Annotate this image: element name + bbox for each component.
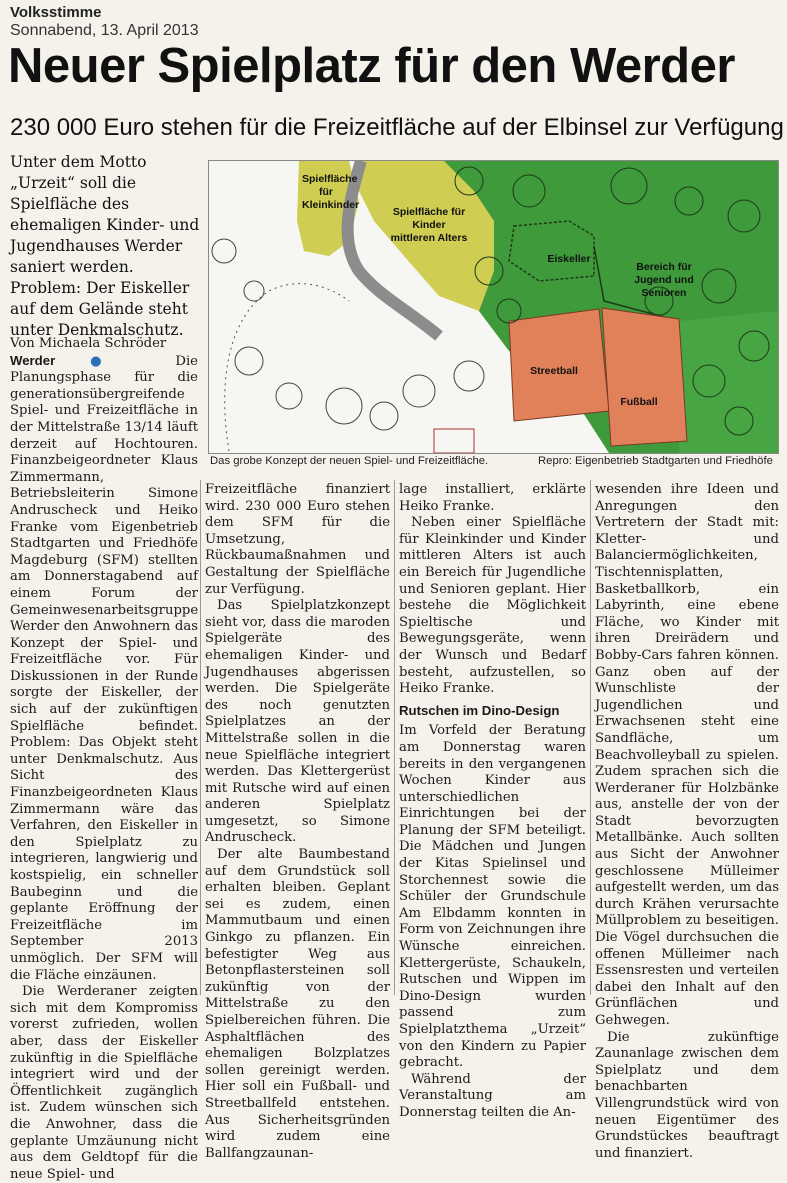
col3-paragraph-4: Während der Veranstaltung am Donnerstag teilten die An- xyxy=(399,1071,586,1120)
map-caption: Das grobe Konzept der neuen Spiel- und Freizeitfläche. xyxy=(210,455,489,467)
map-label-jugend: Bereich für Jugend und Senioren xyxy=(634,261,694,299)
article-column-3 xyxy=(399,482,586,1122)
col2-paragraph-2: Das Spielplatzkonzept sieht vor, dass die maroden Spielgeräte des ehemaligen Kinder- und Jugendhauses abgerissen werden. Die Spielgeräte des noch genutzten Spielplatzes an der Mittelstraße sollen in die neue Spielfläche integriert werden. Das Klettergerüst mit Rutsche wird auf einen anderen Spielplatz umgesetzt, so Simone Andruscheck. xyxy=(205,598,390,846)
col1-paragraph-1: Die Planungsphase für die generationsübergreifende Spiel- und Freizeitfläche in der Mittelstraße 13/14 läuft derzeit auf Hochtouren. Finanzbeigeordneter Klaus Zimmermann, Betriebsleiterin Simone Andruscheck und Heiko Franke vom Eigenbetrieb Stadtgarten und Friedhöfe Magdeburg (SFM) stellten am Donnerstagabend auf einem Forum der Gemeinwesenarbeitsgruppe Werder den Anwohnern das Konzept der Spiel- und Freizeitfläche vor. Für Diskussionen in der Runde sorgte der Eiskeller, der sich auf der zukünftigen Spielfläche befindet. Problem: Das Objekt steht unter Denkmalschutz. Aus Sicht des Finanzbeigeordneten Klaus Zimmermann wäre das Verfahren, den Eiskeller in den Spielplatz zu integrieren, langwierig und kostspielig, ein schneller Baubeginn und die geplante Eröffnung der Freizeitfläche im September 2013 unmöglich. Der SFM will die Fläche einzäunen. xyxy=(10,353,199,983)
lead-paragraph: Unter dem Motto „Urzeit“ soll die Spielfläche des ehemaligen Kinder- und Jugendhauses Werder saniert werden. Problem: Der Eiskeller auf dem Gelände steht unter Denkmalschutz. xyxy=(10,153,200,339)
map-label-eiskeller: Eiskeller xyxy=(547,253,591,265)
author-byline: Von Michaela Schröder xyxy=(10,336,167,351)
col2-paragraph-3: Der alte Baumbestand auf dem Grundstück soll erhalten bleiben. Geplant sei es zudem, einen Mammutbaum und einen Ginkgo zu pflanzen. Ein befestigter Weg aus Betonpflastersteinen soll zukünftig von der Mittelstraße zu den Spielbereichen führen. Die Asphaltflächen des ehemaligen Bolzplatzes sollen gereinigt werden. Hier soll ein Fußball- und Streetballfeld entstehen. Aus Sicherheitsgründen wird zudem eine Ballfangzaunan- xyxy=(205,847,390,1161)
site-plan-drawing xyxy=(209,161,778,453)
map-label-streetball: Streetball xyxy=(530,365,578,377)
map-credit: Repro: Eigenbetrieb Stadtgarten und Friedhöfe xyxy=(538,455,773,467)
site-plan-map xyxy=(208,160,779,454)
subheadline: 230 000 Euro stehen für die Freizeitfläche auf der Elbinsel zur Verfügung xyxy=(10,114,784,141)
article-column-1: Von Michaela Schröder Werder● Die Planungsphase für die generationsübergreifende Spiel- und Freizeitfläche in der Mittelstraße 13/14 läuft derzeit auf Hochtouren. Finanzbeigeordneter Klaus Zimmermann, Betriebsleiterin Simone Andruscheck und Heiko Franke vom Eigenbetrieb Stadtgarten und Friedhöfe Magdeburg (SFM) stellten am Donnerstagabend auf einem Forum der Gemeinwesenarbeitsgruppe Werder den Anwohnern das Konzept der Spiel- und Freizeitfläche vor. Für Diskussionen in der Runde sorgte der Eiskeller, der sich auf der zukünftigen Spielfläche befindet. Problem: Das Objekt steht unter Denkmalschutz. Aus Sicht des Finanzbeigeordneten Klaus Zimmermann wäre das Verfahren, den Eiskeller in den Spielplatz zu integrieren, langwierig und kostspielig, ein schneller Baubeginn und die geplante Eröffnung der Freizeitfläche im September 2013 unmöglich. Der SFM will die Fläche einzäunen. Die Werderaner zeigten sich mit dem Kompromiss vorerst zufrieden, wollen aber, dass der Eiskeller zukünftig in die Spielfläche integriert wird und der Öffentlichkeit zugänglich ist. Zudem wünschen sich die Anwohner, dass die geplante Umzäunung nicht aus dem Geldtopf für die neue Spiel- und xyxy=(10,336,199,1182)
col1-paragraph-2: Die Werderaner zeigten sich mit dem Kompromiss vorerst zufrieden, wollen aber, dass der Eiskeller zukünftig in die Spielfläche integriert wird und der Öffentlichkeit zugänglich ist. Zudem wünschen sich die Anwohner, dass die geplante Umzäunung nicht aus dem Geldtopf für die neue Spiel- und xyxy=(10,984,198,1182)
article-column-4 xyxy=(595,482,779,1162)
col3-paragraph-1: lage installiert, erklärte Heiko Franke. xyxy=(399,482,586,514)
col3-paragraph-2: Neben einer Spielfläche für Kleinkinder und Kinder mittleren Alters ist auch ein Bereich für Jugendliche und Senioren geplant. Hier bestehe die Möglichkeit Spieltische und Bewegungsgeräte, wenn der Wunsch und Bedarf besteht, aufzustellen, so Heiko Franke. xyxy=(399,515,586,697)
grass-lower-right xyxy=(679,311,778,453)
headline: Neuer Spielplatz für den Werder xyxy=(8,39,735,93)
col4-paragraph-1: wesenden ihre Ideen und Anregungen den Vertretern der Stadt mit: Kletter- und Balanciermöglichkeiten, Tischtennisplatten, Basketballkorb, ein Labyrinth, eine ebene Fläche, wo Kinder mit ihren Dreirädern und Bobby-Cars fahren können. Ganz oben auf der Wunschliste der Jugendlichen und Erwachsenen steht eine Sandfläche, um Beachvolleyball zu spielen. Zudem sprachen sich die Werderaner für Holzbänke aus, anstelle der von der Stadt bevorzugten Metallbänke. Auch sollten aus Sicht der Anwohner geschlossene Mülleimer aufgestellt werden, um das durch Krähen verursachte Müllproblem zu beseitigen. Die Vögel durchsuchen die offenen Mülleimer nach Essensresten und verteilen dabei den Inhalt auf den Grünflächen und Gehwegen. xyxy=(595,482,779,1028)
col2-paragraph-1: Freizeitfläche finanziert wird. 230 000 Euro stehen dem SFM für die Umsetzung, Rückbaumaßnahmen und Gestaltung der Spielfläche zur Verfügung. xyxy=(205,482,390,597)
col3-paragraph-3: Im Vorfeld der Beratung am Donnerstag waren bereits in den vergangenen Wochen Kinder aus unterschiedlichen Einrichtungen bei der Planung der SFM beteiligt. Die Mädchen und Jungen der Kitas Spielinsel und Storchennest sowie die Schüler der Grundschule Am Elbdamm konnten in Form von Zeichnungen ihre Wünsche einreichen. Klettergerüste, Schaukeln, Rutschen und Wippen im Dino-Design wurden passend zum Spielplatzthema „Urzeit“ von den Kindern zu Papier gebracht. xyxy=(399,723,586,1071)
place-tag: Werder xyxy=(10,352,56,368)
dotted-path xyxy=(225,284,349,451)
map-label-fussball: Fußball xyxy=(620,396,658,408)
map-label-kleinkinder: Spielfläche für Kleinkinder xyxy=(302,173,360,211)
building xyxy=(434,429,474,453)
newspaper-name: Volksstimme xyxy=(10,4,102,21)
map-label-mittlere: Spielfläche für Kinder mittleren Alters xyxy=(390,206,468,244)
publication-date: Sonnabend, 13. April 2013 xyxy=(10,22,199,39)
article-column-2 xyxy=(205,482,390,1162)
col4-paragraph-2: Die zukünftige Zaunanlage zwischen dem Spielplatz und dem benachbarten Villengrundstück wird von neuen Eigentümer des Grundstückes beauftragt und finanziert. xyxy=(595,1029,779,1161)
col3-subheading: Rutschen im Dino-Design xyxy=(399,702,560,718)
fussball-court xyxy=(602,308,687,446)
